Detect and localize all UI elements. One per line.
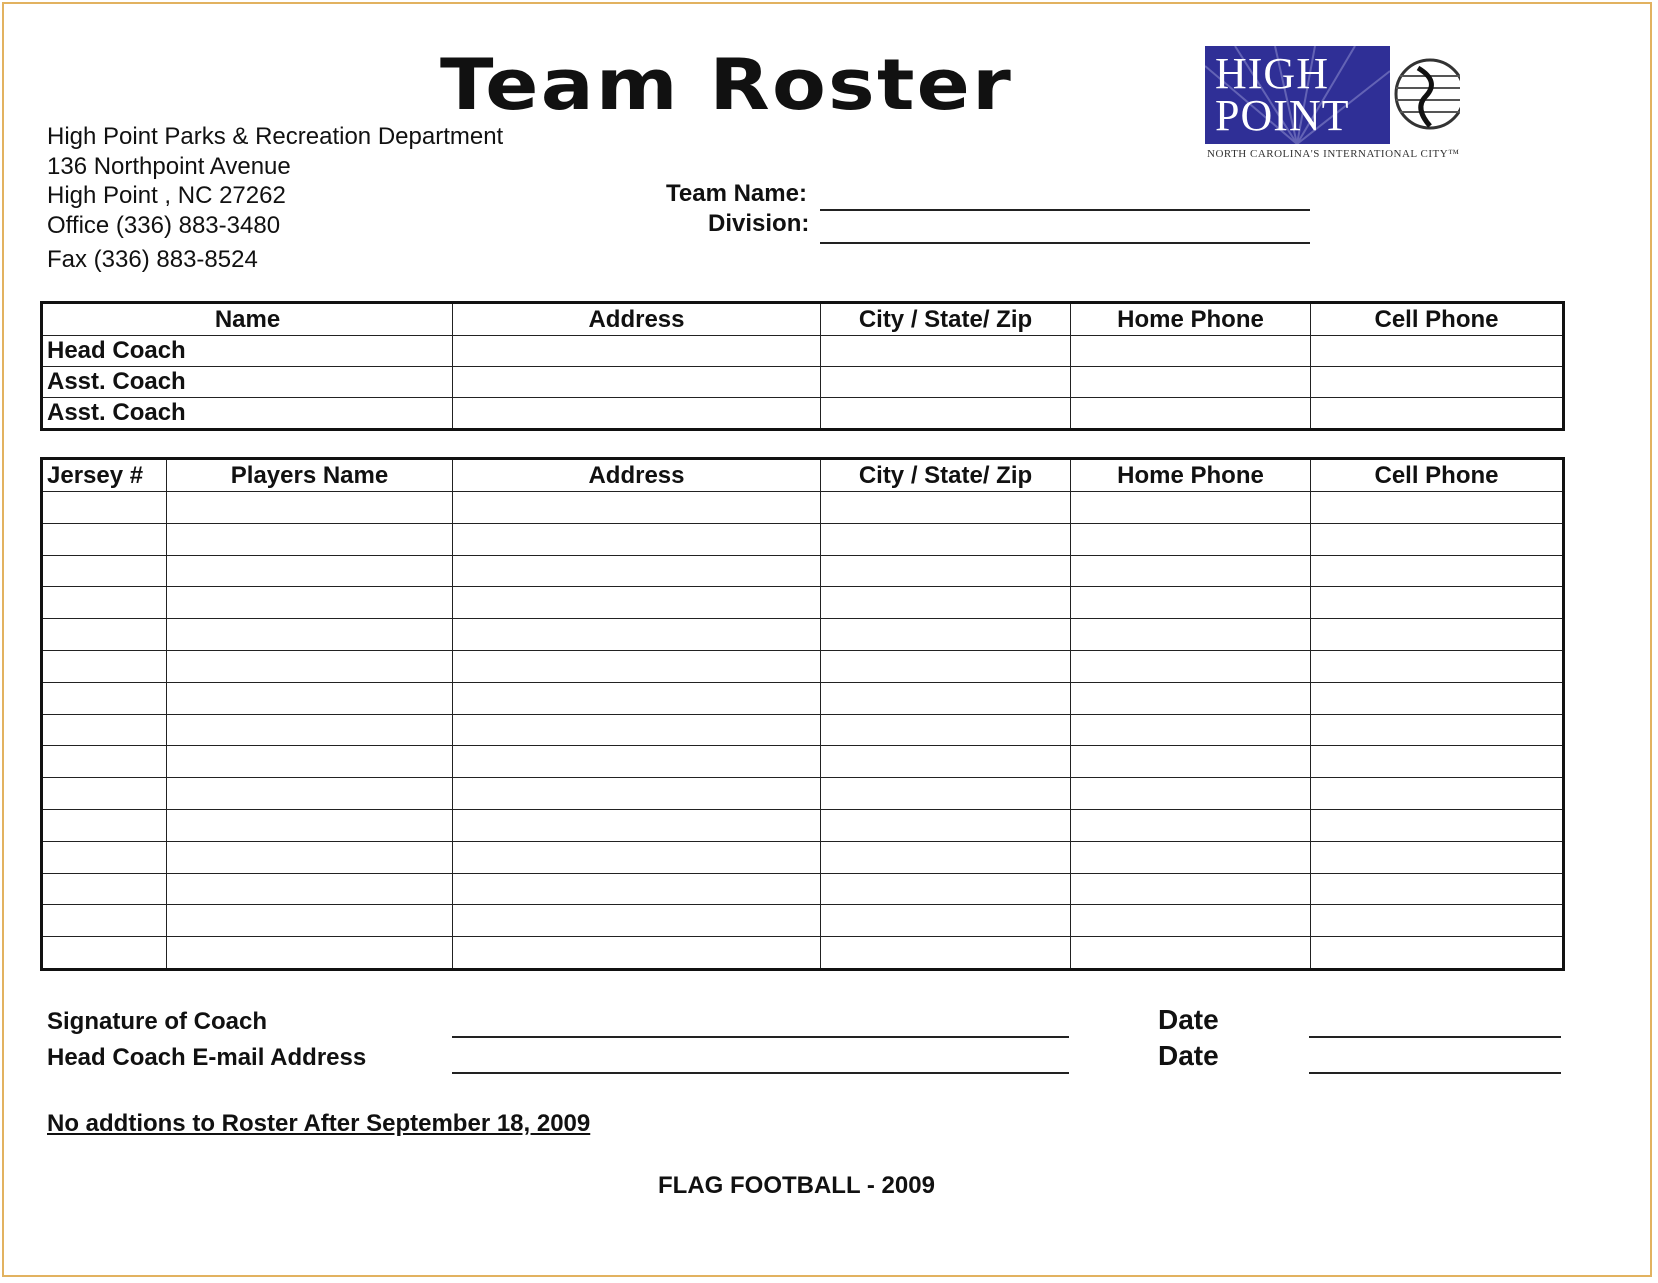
table-cell[interactable] <box>1311 398 1563 429</box>
table-cell[interactable] <box>1071 841 1311 873</box>
table-cell[interactable] <box>821 336 1071 367</box>
table-cell[interactable] <box>43 492 167 524</box>
table-cell[interactable] <box>1071 336 1311 367</box>
table-cell[interactable] <box>821 905 1071 937</box>
table-cell[interactable] <box>1311 746 1563 778</box>
table-cell[interactable] <box>43 841 167 873</box>
column-header: Cell Phone <box>1311 304 1563 336</box>
table-row <box>43 619 1563 651</box>
table-cell[interactable] <box>453 523 821 555</box>
table-cell[interactable] <box>821 367 1071 398</box>
table-cell[interactable] <box>821 619 1071 651</box>
table-row <box>43 336 1563 367</box>
table-row <box>43 905 1563 937</box>
table-cell[interactable] <box>1071 714 1311 746</box>
org-office-phone: Office (336) 883-3480 <box>47 211 281 239</box>
column-header: Home Phone <box>1071 304 1311 336</box>
table-cell[interactable] <box>821 523 1071 555</box>
table-cell[interactable] <box>1311 778 1563 810</box>
page-title: Team Roster <box>440 44 1013 126</box>
column-header: City / State/ Zip <box>821 304 1071 336</box>
table-cell[interactable] <box>821 778 1071 810</box>
table-cell[interactable] <box>453 746 821 778</box>
row-label: Asst. Coach <box>43 367 453 398</box>
table-cell[interactable] <box>167 587 453 619</box>
org-name: High Point Parks & Recreation Department <box>47 123 504 150</box>
table-cell[interactable] <box>821 873 1071 905</box>
table-cell[interactable] <box>453 682 821 714</box>
table-row <box>43 778 1563 810</box>
table-cell[interactable] <box>453 398 821 429</box>
table-cell[interactable] <box>453 492 821 524</box>
column-header: Name <box>43 304 453 336</box>
table-cell[interactable] <box>1311 714 1563 746</box>
player-table <box>42 459 1563 969</box>
table-cell[interactable] <box>453 937 821 969</box>
column-header: Cell Phone <box>1311 460 1563 492</box>
table-cell[interactable] <box>167 841 453 873</box>
table-cell[interactable] <box>167 937 453 969</box>
column-header: Address <box>453 460 821 492</box>
org-street: 136 Northpoint Avenue <box>47 152 291 180</box>
date-label: Date <box>1158 1040 1219 1071</box>
table-cell[interactable] <box>1071 809 1311 841</box>
team-name-label: Team Name: <box>666 180 807 207</box>
table-row <box>43 746 1563 778</box>
coach-table <box>42 303 1563 429</box>
table-row <box>43 555 1563 587</box>
table-cell[interactable] <box>1071 937 1311 969</box>
logo-emblem <box>1205 46 1390 144</box>
table-cell[interactable] <box>1311 905 1563 937</box>
table-cell[interactable] <box>1311 841 1563 873</box>
date-label: Date <box>1158 1004 1219 1035</box>
table-cell[interactable] <box>1311 523 1563 555</box>
date-field[interactable] <box>1309 1036 1561 1038</box>
table-cell[interactable] <box>167 555 453 587</box>
table-cell[interactable] <box>43 619 167 651</box>
table-cell[interactable] <box>1311 650 1563 682</box>
table-row <box>43 714 1563 746</box>
logo-tagline: NORTH CAROLINA'S INTERNATIONAL CITY™ <box>1207 148 1460 160</box>
column-header: Jersey # <box>43 460 167 492</box>
table-row <box>43 937 1563 969</box>
column-header: Home Phone <box>1071 460 1311 492</box>
table-cell[interactable] <box>1311 336 1563 367</box>
table-cell[interactable] <box>821 937 1071 969</box>
email-field[interactable] <box>452 1072 1069 1074</box>
table-cell[interactable] <box>1071 398 1311 429</box>
table-cell[interactable] <box>43 873 167 905</box>
table-cell[interactable] <box>167 523 453 555</box>
table-cell[interactable] <box>821 746 1071 778</box>
table-cell[interactable] <box>167 714 453 746</box>
coach-table-header <box>43 304 1563 336</box>
table-row <box>43 523 1563 555</box>
row-label: Head Coach <box>43 336 453 367</box>
table-cell[interactable] <box>43 555 167 587</box>
table-row <box>43 841 1563 873</box>
table-cell[interactable] <box>1071 746 1311 778</box>
table-cell[interactable] <box>821 809 1071 841</box>
table-cell[interactable] <box>1071 367 1311 398</box>
table-cell[interactable] <box>1071 873 1311 905</box>
globe-icon <box>1390 46 1460 144</box>
date-field[interactable] <box>1309 1072 1561 1074</box>
org-city-state-zip: High Point , NC 27262 <box>47 182 286 209</box>
table-cell[interactable] <box>43 682 167 714</box>
table-cell[interactable] <box>821 555 1071 587</box>
table-cell[interactable] <box>43 905 167 937</box>
table-cell[interactable] <box>167 905 453 937</box>
table-cell[interactable] <box>167 873 453 905</box>
table-cell[interactable] <box>1311 587 1563 619</box>
table-cell[interactable] <box>167 778 453 810</box>
team-name-field[interactable] <box>820 209 1310 211</box>
column-header: City / State/ Zip <box>821 460 1071 492</box>
table-cell[interactable] <box>821 650 1071 682</box>
signature-field[interactable] <box>452 1036 1069 1038</box>
table-cell[interactable] <box>453 778 821 810</box>
table-cell[interactable] <box>453 555 821 587</box>
table-cell[interactable] <box>453 367 821 398</box>
table-cell[interactable] <box>43 587 167 619</box>
player-table-header <box>43 460 1563 492</box>
table-cell[interactable] <box>167 650 453 682</box>
table-cell[interactable] <box>1311 555 1563 587</box>
table-cell[interactable] <box>453 841 821 873</box>
table-row <box>43 398 1563 429</box>
table-row <box>43 587 1563 619</box>
table-cell[interactable] <box>1311 367 1563 398</box>
table-row <box>43 492 1563 524</box>
table-row <box>43 367 1563 398</box>
org-fax: Fax (336) 883-8524 <box>47 246 258 273</box>
column-header: Players Name <box>167 460 453 492</box>
table-cell[interactable] <box>43 714 167 746</box>
table-cell[interactable] <box>1311 682 1563 714</box>
table-cell[interactable] <box>1311 492 1563 524</box>
table-cell[interactable] <box>1071 492 1311 524</box>
footer-title: FLAG FOOTBALL - 2009 <box>658 1172 935 1199</box>
roster-deadline-notice: No addtions to Roster After September 18, 2009 <box>47 1110 591 1137</box>
table-cell[interactable] <box>821 492 1071 524</box>
table-cell[interactable] <box>1071 905 1311 937</box>
division-label: Division: <box>708 210 810 237</box>
table-cell[interactable] <box>1071 619 1311 651</box>
logo-word-high: HIGH <box>1215 49 1329 98</box>
table-row <box>43 809 1563 841</box>
table-cell[interactable] <box>453 905 821 937</box>
table-cell[interactable] <box>821 682 1071 714</box>
table-cell[interactable] <box>1071 650 1311 682</box>
table-cell[interactable] <box>1071 523 1311 555</box>
table-cell[interactable] <box>821 398 1071 429</box>
row-label: Asst. Coach <box>43 398 453 429</box>
email-label: Head Coach E-mail Address <box>47 1044 367 1071</box>
signature-label: Signature of Coach <box>47 1008 268 1035</box>
table-cell[interactable] <box>43 778 167 810</box>
table-cell[interactable] <box>821 587 1071 619</box>
logo-word-point: POINT <box>1215 91 1350 140</box>
table-cell[interactable] <box>43 746 167 778</box>
table-cell[interactable] <box>167 809 453 841</box>
table-cell[interactable] <box>1071 587 1311 619</box>
table-cell[interactable] <box>453 873 821 905</box>
high-point-logo <box>1205 46 1460 164</box>
table-row <box>43 682 1563 714</box>
table-cell[interactable] <box>167 619 453 651</box>
table-cell[interactable] <box>453 714 821 746</box>
table-cell[interactable] <box>453 650 821 682</box>
table-cell[interactable] <box>821 714 1071 746</box>
table-cell[interactable] <box>453 809 821 841</box>
column-header: Address <box>453 304 821 336</box>
table-cell[interactable] <box>43 650 167 682</box>
division-field[interactable] <box>820 242 1310 244</box>
table-cell[interactable] <box>167 492 453 524</box>
table-cell[interactable] <box>167 682 453 714</box>
table-cell[interactable] <box>453 336 821 367</box>
table-cell[interactable] <box>453 587 821 619</box>
table-cell[interactable] <box>821 841 1071 873</box>
table-cell[interactable] <box>1071 682 1311 714</box>
table-cell[interactable] <box>1311 809 1563 841</box>
table-cell[interactable] <box>43 809 167 841</box>
table-cell[interactable] <box>167 746 453 778</box>
table-cell[interactable] <box>1311 937 1563 969</box>
table-row <box>43 873 1563 905</box>
table-cell[interactable] <box>453 619 821 651</box>
table-cell[interactable] <box>1071 555 1311 587</box>
organization-block <box>47 122 503 275</box>
table-cell[interactable] <box>43 523 167 555</box>
table-row <box>43 650 1563 682</box>
table-cell[interactable] <box>1071 778 1311 810</box>
table-cell[interactable] <box>1311 873 1563 905</box>
table-cell[interactable] <box>1311 619 1563 651</box>
table-cell[interactable] <box>43 937 167 969</box>
